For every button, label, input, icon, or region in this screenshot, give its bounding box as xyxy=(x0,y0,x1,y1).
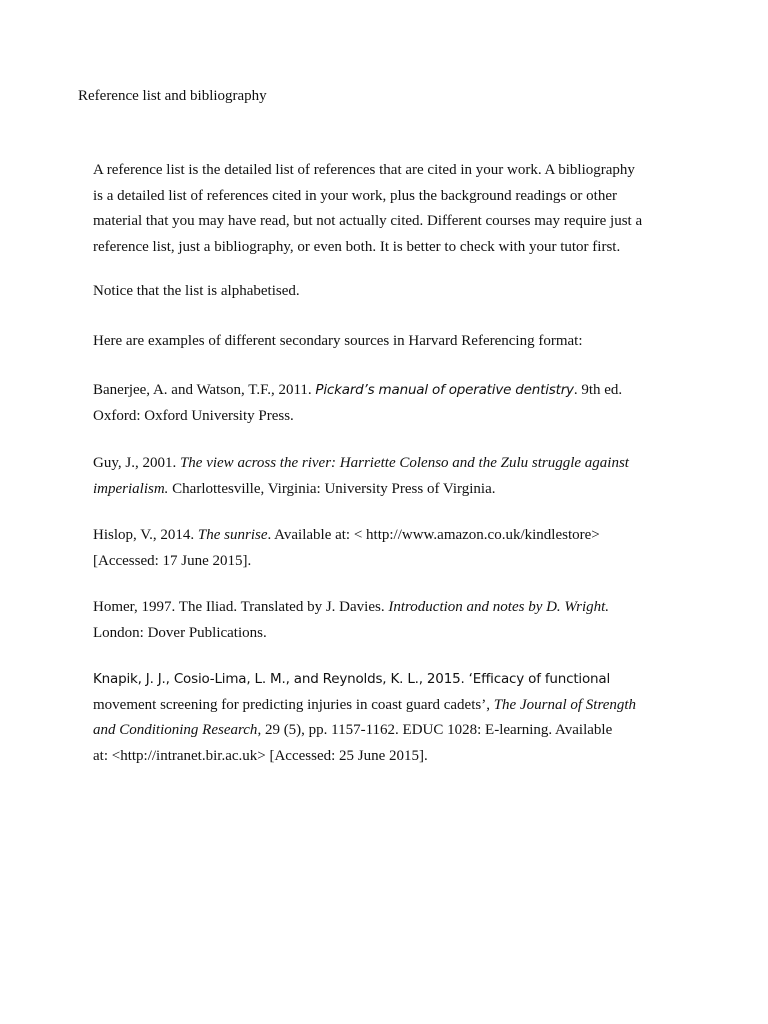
reference-entry xyxy=(93,523,673,574)
reference-authors-year: Hislop, V., 2014. xyxy=(93,527,198,543)
reference-line xyxy=(93,718,673,744)
reference-line xyxy=(93,451,673,477)
notice-paragraph: Notice that the list is alphabetised. xyxy=(93,283,300,299)
reference-line xyxy=(93,378,673,404)
reference-availability: . Available at: < http://www.amazon.co.uk/kindlestore> xyxy=(267,527,600,543)
reference-authors-year: Guy, J., 2001. xyxy=(93,455,180,471)
reference-publisher: Oxford: Oxford University Press. xyxy=(93,407,294,424)
intro-line: A reference list is the detailed list of references that are cited in your work. A bibliography xyxy=(93,162,635,178)
reference-volume-pages: , 29 (5), pp. 1157-1162. EDUC 1028: E-learning. Available xyxy=(257,722,613,738)
reference-line xyxy=(93,693,673,719)
reference-line xyxy=(93,477,673,503)
reference-entry xyxy=(93,595,673,646)
reference-entry xyxy=(93,667,673,769)
intro-paragraph xyxy=(93,158,673,260)
reference-line xyxy=(93,667,673,693)
reference-title: Introduction and notes by D. Wright. xyxy=(388,599,610,615)
reference-accessed: [Accessed: 17 June 2015]. xyxy=(93,552,252,569)
reference-accessed: at: <http://intranet.bir.ac.uk> [Accessed: 25 June 2015]. xyxy=(93,747,428,764)
reference-entry xyxy=(93,378,673,429)
reference-authors-year: Banerjee, A. and Watson, T.F., 2011. xyxy=(93,382,316,398)
reference-authors-year: Homer, 1997. The Iliad. Translated by J. Davies. xyxy=(93,599,389,615)
reference-title: The sunrise xyxy=(197,527,268,543)
reference-line xyxy=(93,523,673,549)
reference-title: movement screening for predicting injuries in coast guard cadets’, xyxy=(93,696,494,713)
reference-title-continued: imperialism. xyxy=(93,480,169,497)
page-title: Reference list and bibliography xyxy=(78,88,267,104)
intro-line: is a detailed list of references cited in your work, plus the background readings or other xyxy=(93,187,617,204)
reference-publisher: London: Dover Publications. xyxy=(93,624,267,641)
reference-title: The view across the river: Harriette Colenso and the Zulu struggle against xyxy=(179,455,629,471)
reference-entry xyxy=(93,451,673,502)
reference-publisher: Charlottesville, Virginia: University Press of Virginia. xyxy=(168,480,496,497)
intro-line: material that you may have read, but not actually cited. Different courses may require just a xyxy=(93,213,643,229)
reference-authors-year: Knapik, J. J., Cosio-Lima, L. M., and Reynolds, K. L., 2015. ‘Efficacy of functional xyxy=(93,671,611,687)
reference-journal-continued: and Conditioning Research xyxy=(93,722,258,738)
reference-title: Pickard’s manual of operative dentistry xyxy=(315,382,574,398)
intro-line: reference list, just a bibliography, or even both. It is better to check with your tutor first. xyxy=(93,238,621,255)
examples-intro-paragraph: Here are examples of different secondary sources in Harvard Referencing format: xyxy=(93,333,583,349)
reference-journal: The Journal of Strength xyxy=(493,696,637,713)
reference-line xyxy=(93,595,673,621)
reference-edition: . 9th ed. xyxy=(573,382,623,398)
